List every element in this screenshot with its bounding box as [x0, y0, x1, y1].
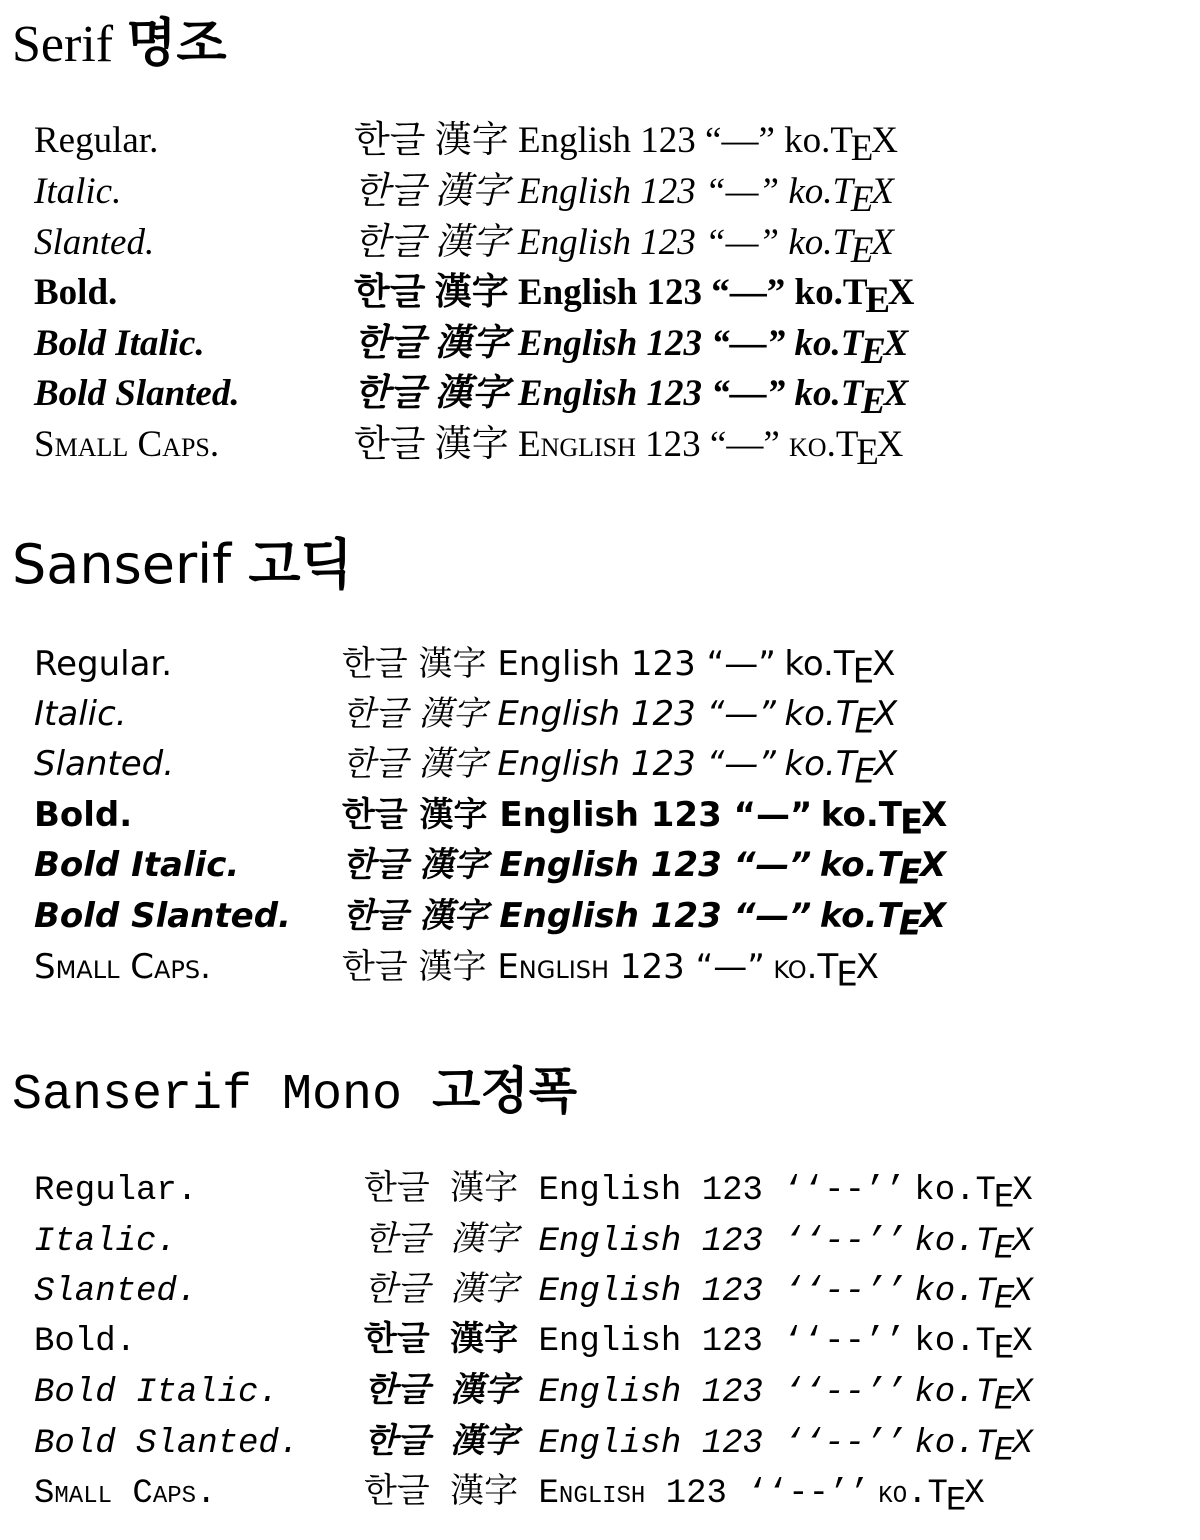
- kotex-logo: [789, 424, 902, 474]
- kotex-prefix: ko.: [773, 947, 818, 987]
- specimen-row-small-caps: [0, 947, 1200, 1000]
- kotex-t: T: [927, 1475, 946, 1513]
- sample-english: English: [538, 1374, 682, 1412]
- row-label: Slanted.: [34, 222, 155, 263]
- sample-quote: “—”: [706, 694, 776, 734]
- sample-number: 123: [630, 644, 696, 684]
- specimen-row-slanted: [0, 1275, 1200, 1325]
- sample-english: English: [538, 1323, 682, 1361]
- kotex-t: T: [832, 171, 851, 212]
- row-sample: [354, 222, 892, 272]
- sample-hangul: 한글: [342, 845, 408, 885]
- sample-english: English: [499, 795, 639, 835]
- sample-hanja: 漢字: [434, 171, 509, 212]
- kotex-x: X: [964, 1475, 983, 1513]
- kotex-x: X: [921, 795, 946, 835]
- row-label: Bold Italic.: [34, 845, 240, 885]
- specimen-row-regular: [0, 122, 1200, 172]
- kotex-prefix: ko.: [794, 373, 841, 414]
- sample-hangul: 한글: [342, 744, 408, 784]
- sample-english: English: [497, 744, 621, 784]
- row-sample: [364, 1172, 1031, 1218]
- row-sample: [354, 323, 907, 373]
- specimen-row-slanted: [0, 744, 1200, 797]
- sample-hangul: 한글: [364, 1223, 430, 1261]
- specimen-row-bold: [0, 274, 1200, 324]
- row-sample: [354, 171, 892, 221]
- kotex-x: X: [1012, 1172, 1031, 1210]
- row-sample: [364, 1475, 983, 1521]
- kotex-e: E: [898, 852, 920, 893]
- row-label: Bold Slanted.: [34, 1425, 300, 1463]
- kotex-logo: [878, 1475, 983, 1521]
- sample-hangul: 한글: [354, 373, 426, 414]
- sample-hangul: 한글: [354, 222, 426, 263]
- row-label: Slanted.: [34, 744, 175, 784]
- row-label: Italic.: [34, 171, 122, 212]
- section-heading-serif: [12, 14, 227, 74]
- row-sample: [342, 694, 896, 742]
- kotex-logo: [784, 120, 896, 170]
- sample-quote: “—”: [711, 272, 786, 313]
- sample-english: English: [497, 644, 621, 684]
- kotex-logo: [914, 1273, 1031, 1319]
- sample-english: English: [497, 694, 621, 734]
- row-label: Slanted.: [34, 1273, 198, 1311]
- kotex-prefix: ko.: [914, 1425, 976, 1463]
- specimen-row-bold-italic: [0, 1376, 1200, 1426]
- kotex-t: T: [830, 120, 851, 161]
- sample-english: English: [538, 1223, 682, 1261]
- specimen-row-bold-slanted: [0, 896, 1200, 949]
- sample-number: 123: [650, 845, 722, 885]
- kotex-prefix: ko.: [784, 694, 836, 734]
- sample-hanja: 漢字: [434, 222, 509, 263]
- sample-quote: “—”: [733, 896, 812, 936]
- specimen-row-italic: [0, 173, 1200, 223]
- sample-quote: “—”: [695, 947, 765, 987]
- kotex-x: X: [876, 424, 902, 465]
- sample-hanja: 漢字: [418, 644, 487, 684]
- row-sample: [364, 1323, 1031, 1369]
- sample-hangul: 한글: [354, 171, 426, 212]
- kotex-prefix: ko.: [820, 795, 879, 835]
- kotex-prefix: ko.: [914, 1223, 976, 1261]
- kotex-t: T: [975, 1374, 994, 1412]
- kotex-t: T: [877, 845, 899, 885]
- specimen-row-bold-italic: [0, 325, 1200, 375]
- kotex-e: E: [993, 1381, 1013, 1420]
- kotex-e: E: [993, 1230, 1013, 1269]
- kotex-x: X: [919, 845, 945, 885]
- kotex-x: X: [855, 947, 877, 987]
- sample-hangul: 한글: [364, 1273, 430, 1311]
- kotex-e: E: [854, 751, 874, 792]
- sample-hanja: 漢字: [450, 1223, 519, 1261]
- row-sample: [354, 424, 902, 474]
- kotex-e: E: [861, 331, 884, 373]
- kotex-t: T: [817, 947, 837, 987]
- sample-hanja: 漢字: [434, 424, 509, 465]
- row-label: Regular.: [34, 120, 159, 161]
- row-label: Italic.: [34, 1223, 177, 1261]
- kotex-logo: [914, 1323, 1031, 1369]
- row-sample: [342, 644, 894, 692]
- kotex-e: E: [865, 280, 888, 322]
- sample-hangul: 한글: [342, 795, 408, 835]
- sample-number: 123: [701, 1425, 763, 1463]
- heading-korean: 명조: [126, 14, 227, 74]
- kotex-logo: [773, 947, 877, 995]
- sample-number: 123: [701, 1172, 763, 1210]
- sample-quote: ‘‘--’’: [783, 1223, 906, 1261]
- specimen-row-regular: [0, 1174, 1200, 1224]
- kotex-prefix: ko.: [914, 1374, 976, 1412]
- kotex-t: T: [975, 1425, 994, 1463]
- kotex-x: X: [1012, 1374, 1031, 1412]
- sample-hangul: 한글: [364, 1475, 430, 1513]
- row-label: Small Caps.: [34, 424, 220, 465]
- kotex-t: T: [975, 1223, 994, 1261]
- kotex-logo: [784, 744, 896, 792]
- kotex-t: T: [975, 1323, 994, 1361]
- section-heading-sanserif: [12, 533, 353, 596]
- kotex-x: X: [872, 644, 894, 684]
- row-sample: [342, 744, 896, 792]
- kotex-prefix: ko.: [794, 272, 843, 313]
- sample-quote: “—”: [733, 845, 812, 885]
- sample-quote: ‘‘--’’: [783, 1323, 906, 1361]
- sample-hanja: 漢字: [450, 1475, 519, 1513]
- sample-english: English: [517, 323, 638, 364]
- row-sample: [364, 1273, 1031, 1319]
- sample-number: 123: [701, 1223, 763, 1261]
- sample-quote: ‘‘--’’: [783, 1374, 906, 1412]
- kotex-t: T: [840, 373, 862, 414]
- sample-quote: “—”: [711, 323, 786, 364]
- sample-number: 123: [630, 694, 696, 734]
- kotex-x: X: [1012, 1425, 1031, 1463]
- row-label: Regular.: [34, 1172, 198, 1210]
- kotex-t: T: [975, 1273, 994, 1311]
- sample-quote: ‘‘--’’: [783, 1273, 906, 1311]
- sample-number: 123: [645, 424, 701, 465]
- kotex-t: T: [832, 222, 851, 263]
- row-sample: [354, 373, 907, 423]
- sample-number: 123: [665, 1475, 727, 1513]
- sample-hangul: 한글: [354, 120, 426, 161]
- kotex-t: T: [975, 1172, 994, 1210]
- sample-english: English: [497, 947, 610, 987]
- kotex-t: T: [835, 694, 855, 734]
- sample-quote: “—”: [706, 644, 776, 684]
- sample-hanja: 漢字: [434, 323, 509, 364]
- kotex-e: E: [898, 903, 920, 944]
- specimen-row-italic: [0, 694, 1200, 747]
- kotex-x: X: [871, 120, 896, 161]
- kotex-x: X: [1012, 1273, 1031, 1311]
- kotex-prefix: ko.: [914, 1172, 976, 1210]
- kotex-x: X: [871, 222, 892, 263]
- kotex-prefix: ko.: [784, 120, 831, 161]
- sample-english: English: [538, 1172, 682, 1210]
- kotex-x: X: [919, 896, 945, 936]
- row-sample: [342, 947, 877, 995]
- kotex-x: X: [1012, 1323, 1031, 1361]
- kotex-prefix: ko.: [878, 1475, 928, 1513]
- heading-korean: 고딕: [248, 533, 353, 596]
- sample-english: English: [499, 845, 639, 885]
- row-label: Bold.: [34, 795, 133, 835]
- kotex-prefix: ko.: [788, 222, 833, 263]
- sample-quote: ‘‘--’’: [783, 1172, 906, 1210]
- sample-hanja: 漢字: [418, 694, 487, 734]
- sample-quote: ‘‘--’’: [747, 1475, 870, 1513]
- sample-hanja: 漢字: [419, 896, 488, 936]
- kotex-t: T: [833, 644, 853, 684]
- sample-english: English: [517, 424, 636, 465]
- sample-hanja: 漢字: [450, 1425, 519, 1463]
- kotex-e: E: [850, 179, 872, 221]
- kotex-x: X: [873, 744, 896, 784]
- sample-number: 123: [701, 1323, 763, 1361]
- kotex-prefix: ko.: [794, 323, 841, 364]
- sample-number: 123: [640, 120, 696, 161]
- kotex-e: E: [993, 1280, 1013, 1319]
- row-sample: [342, 795, 946, 843]
- sample-english: English: [517, 272, 638, 313]
- kotex-x: X: [883, 323, 907, 364]
- row-label: Small Caps.: [34, 1475, 217, 1513]
- sample-number: 123: [630, 744, 696, 784]
- kotex-logo: [914, 1374, 1031, 1420]
- heading-english: Sanserif: [12, 533, 232, 596]
- row-label: Bold Italic.: [34, 1374, 279, 1412]
- kotex-prefix: ko.: [914, 1273, 976, 1311]
- sample-hanja: 漢字: [450, 1323, 519, 1361]
- sample-quote: “—”: [711, 373, 786, 414]
- sample-number: 123: [646, 272, 703, 313]
- kotex-prefix: ko.: [914, 1323, 976, 1361]
- sample-hanja: 漢字: [450, 1273, 519, 1311]
- sample-hanja: 漢字: [434, 120, 509, 161]
- kotex-x: X: [887, 272, 913, 313]
- row-label: Regular.: [34, 644, 173, 684]
- specimen-row-small-caps: [0, 1477, 1200, 1527]
- sample-quote: ‘‘--’’: [783, 1425, 906, 1463]
- kotex-x: X: [883, 373, 907, 414]
- heading-korean: 고정폭: [432, 1062, 577, 1120]
- sample-hangul: 한글: [364, 1425, 430, 1463]
- row-sample: [342, 845, 945, 893]
- sample-number: 123: [701, 1374, 763, 1412]
- kotex-prefix: ko.: [784, 644, 834, 684]
- kotex-t: T: [842, 272, 866, 313]
- sample-hangul: 한글: [364, 1374, 430, 1412]
- sample-hanja: 漢字: [450, 1172, 519, 1210]
- kotex-logo: [788, 222, 892, 272]
- row-label: Bold.: [34, 272, 118, 313]
- sample-quote: “—”: [733, 795, 813, 835]
- sample-english: English: [517, 120, 632, 161]
- sample-number: 123: [650, 795, 722, 835]
- sample-quote: “—”: [706, 744, 776, 784]
- row-label: Bold.: [34, 1323, 137, 1361]
- sample-english: English: [517, 222, 632, 263]
- kotex-logo: [794, 272, 913, 322]
- sample-number: 123: [640, 222, 696, 263]
- sample-hangul: 한글: [342, 896, 408, 936]
- specimen-row-slanted: [0, 224, 1200, 274]
- sample-hanja: 漢字: [418, 947, 487, 987]
- kotex-x: X: [873, 694, 896, 734]
- section-heading-sanserif-mono: [12, 1062, 577, 1124]
- kotex-t: T: [835, 424, 857, 465]
- sample-hangul: 한글: [354, 272, 426, 313]
- row-sample: [342, 896, 945, 944]
- sample-hangul: 한글: [364, 1323, 430, 1361]
- row-sample: [364, 1425, 1031, 1471]
- kotex-logo: [819, 896, 945, 944]
- kotex-e: E: [993, 1432, 1013, 1471]
- kotex-e: E: [850, 128, 872, 170]
- sample-number: 123: [640, 171, 696, 212]
- kotex-e: E: [899, 802, 922, 843]
- sample-quote: “—”: [705, 171, 780, 212]
- specimen-row-bold: [0, 1325, 1200, 1375]
- row-label: Bold Slanted.: [34, 896, 291, 936]
- kotex-prefix: ko.: [788, 171, 833, 212]
- sample-quote: “—”: [705, 222, 780, 263]
- kotex-e: E: [993, 1330, 1013, 1369]
- sample-english: English: [517, 171, 632, 212]
- sample-number: 123: [619, 947, 685, 987]
- sample-english: English: [538, 1475, 646, 1513]
- row-label: Bold Slanted.: [34, 373, 240, 414]
- specimen-row-italic: [0, 1225, 1200, 1275]
- sample-hangul: 한글: [354, 323, 426, 364]
- sample-hanja: 漢字: [434, 272, 509, 313]
- kotex-e: E: [850, 230, 872, 272]
- sample-hangul: 한글: [342, 694, 408, 734]
- kotex-prefix: ko.: [789, 424, 836, 465]
- sample-english: English: [499, 896, 639, 936]
- sample-number: 123: [646, 323, 703, 364]
- sample-number: 123: [650, 896, 722, 936]
- kotex-t: T: [877, 896, 899, 936]
- kotex-e: E: [993, 1179, 1013, 1218]
- kotex-logo: [784, 694, 896, 742]
- kotex-e: E: [854, 701, 874, 742]
- kotex-logo: [784, 644, 894, 692]
- specimen-row-regular: [0, 644, 1200, 697]
- kotex-x: X: [1012, 1223, 1031, 1261]
- sample-english: English: [538, 1273, 682, 1311]
- sample-quote: “—”: [709, 424, 780, 465]
- sample-english: English: [517, 373, 638, 414]
- sample-hangul: 한글: [342, 644, 408, 684]
- sample-hanja: 漢字: [434, 373, 509, 414]
- sample-hanja: 漢字: [419, 795, 488, 835]
- row-label: Bold Italic.: [34, 323, 205, 364]
- kotex-logo: [914, 1425, 1031, 1471]
- sample-hanja: 漢字: [419, 845, 488, 885]
- heading-english: Sanserif Mono: [12, 1067, 403, 1124]
- row-label: Italic.: [34, 694, 127, 734]
- specimen-row-bold-slanted: [0, 1427, 1200, 1477]
- kotex-e: E: [856, 432, 877, 474]
- kotex-logo: [820, 795, 946, 843]
- kotex-prefix: ko.: [784, 744, 836, 784]
- row-sample: [364, 1223, 1031, 1269]
- specimen-row-bold-slanted: [0, 375, 1200, 425]
- kotex-logo: [788, 171, 892, 221]
- specimen-row-small-caps: [0, 426, 1200, 476]
- kotex-t: T: [840, 323, 862, 364]
- sample-hanja: 漢字: [418, 744, 487, 784]
- row-sample: [354, 120, 896, 170]
- row-sample: [354, 272, 913, 322]
- sample-hangul: 한글: [364, 1172, 430, 1210]
- kotex-e: E: [852, 651, 873, 692]
- kotex-prefix: ko.: [819, 845, 878, 885]
- heading-english: Serif: [12, 16, 114, 73]
- sample-hangul: 한글: [342, 947, 408, 987]
- kotex-t: T: [835, 744, 855, 784]
- kotex-e: E: [836, 954, 856, 995]
- kotex-e: E: [861, 381, 884, 423]
- sample-hangul: 한글: [354, 424, 426, 465]
- kotex-logo: [794, 373, 907, 423]
- kotex-t: T: [878, 795, 900, 835]
- kotex-logo: [914, 1172, 1031, 1218]
- kotex-e: E: [945, 1482, 965, 1521]
- sample-number: 123: [646, 373, 703, 414]
- specimen-row-bold: [0, 795, 1200, 848]
- sample-quote: “—”: [705, 120, 775, 161]
- sample-hanja: 漢字: [450, 1374, 519, 1412]
- row-sample: [364, 1374, 1031, 1420]
- sample-english: English: [538, 1425, 682, 1463]
- kotex-x: X: [871, 171, 892, 212]
- kotex-logo: [819, 845, 945, 893]
- kotex-prefix: ko.: [819, 896, 878, 936]
- kotex-logo: [914, 1223, 1031, 1269]
- row-label: Small Caps.: [34, 947, 211, 987]
- sample-number: 123: [701, 1273, 763, 1311]
- specimen-row-bold-italic: [0, 845, 1200, 898]
- kotex-logo: [794, 323, 907, 373]
